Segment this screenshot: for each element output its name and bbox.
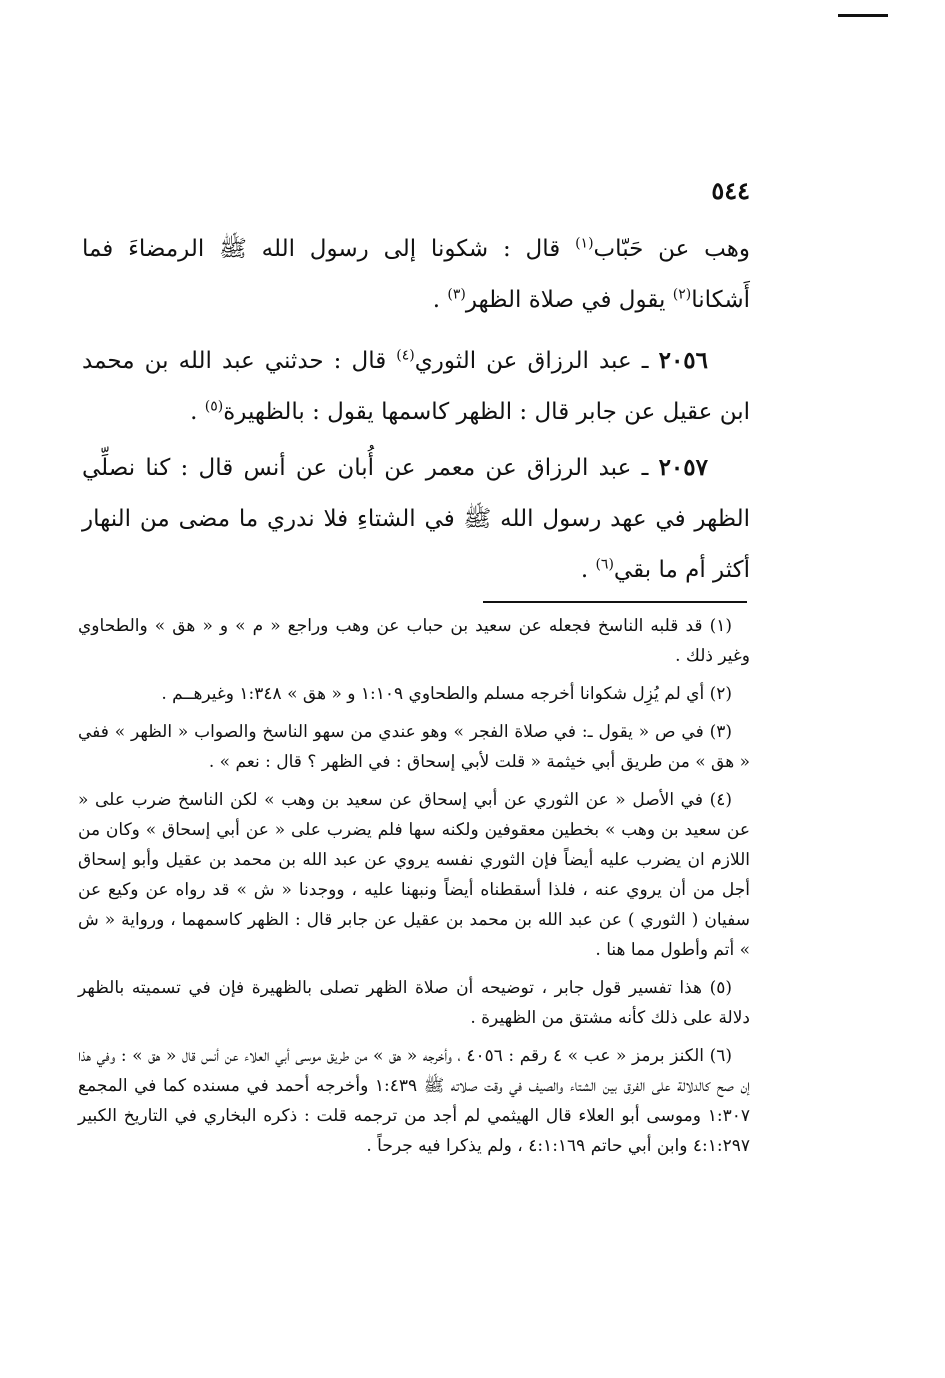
text-run: يقول في صلاة الظهر xyxy=(465,287,673,313)
footnote-marker: (٤) xyxy=(396,347,415,364)
footnote-separator xyxy=(483,601,747,603)
footnote-5: (٥) هذا تفسير قول جابر ، توضيحه أن صلاة الظهر تصلى بالظهيرة فإن في تسميته بالظهر دلالة على ذلك كأنه مشتق من الظهيرة . xyxy=(78,978,750,1028)
hadith-2057 xyxy=(82,442,750,596)
footnote-marker: (٥) xyxy=(204,398,224,415)
text-run: ـ عبد الرزاق عن الثوري xyxy=(414,348,659,374)
text-run: . xyxy=(580,557,596,583)
main-text-block-1 xyxy=(82,224,750,326)
footnote-marker: (١) xyxy=(575,235,594,252)
footnote-1: (١) قد قلبه الناسخ فجعله عن سعيد بن حباب عن وهب وراجع « م » و « هق » والطحاوي وغير ذلك . xyxy=(78,616,750,666)
footnotes xyxy=(78,611,750,1169)
paragraph-continuation xyxy=(82,224,750,326)
footnote-2: (٢) أي لم يُزِل شكوانا أخرجه مسلم والطحاوي ١:١٠٩ و « هق » ١:٣٤٨ وغيرهــم . xyxy=(161,684,732,704)
main-text-block-3 xyxy=(82,442,750,596)
page-number: ٥٤٤ xyxy=(711,176,750,205)
footnote-marker: (٦) xyxy=(595,556,614,573)
hadith-number: ٢٠٥٧ xyxy=(658,454,708,481)
hadith-2056 xyxy=(82,335,750,438)
text-run: قال : شكونا إلى رسول الله ﷺ الرمضاءَ فما أَشكانا xyxy=(82,236,750,313)
text-run: قال : حدثني عبد الله بن محمد ابن عقيل عن جابر قال : الظهر كاسمها يقول : بالظهيرة xyxy=(82,348,750,425)
footnote-6: (٦) الكنز برمز « عب » ٤ رقم : ٤٠٥٦ ، وأخرجه « هق » من طريق موسى أبي العلاء عن أنس قال « هق » : وفي هذا إن صح كالدلالة على الفرق بين الشتاء والصيف في وقت صلاته ﷺ ١:٤٣٩ وأخرجه أحمد في مسنده كما في المجمع ١:٣٠٧ وموسى أبو العلاء قال الهيثمي لم أجد من ترجمه قلت : ذكره البخاري في التاريخ الكبير ٤:١:٢٩٧ وابن أبي حاتم ٤:١:١٦٩ ، ولم يذكرا فيه جرحاً . xyxy=(78,1046,750,1156)
footnote-3: (٣) في ص « يقول ـ: في صلاة الفجر » وهو عندي من سهو الناسخ والصواب « الظهر » ففي « هق » من طريق أبي خيثمة « قلت لأبي إسحاق : في الظهر ؟ قال : نعم » . xyxy=(78,722,750,772)
footnote-marker: (٣) xyxy=(447,286,466,303)
main-text-block-2 xyxy=(82,335,750,438)
top-rule xyxy=(838,14,888,17)
text-run: . xyxy=(190,399,205,425)
hadith-number: ٢٠٥٦ xyxy=(658,347,709,374)
text-run: ـ عبد الرزاق عن معمر عن أُبان عن أنس قال : كنا نصلِّي الظهر في عهد رسول الله ﷺ في الشتاءِ فلا ندري ما مضى من النهار أكثر أم ما بقي xyxy=(82,455,750,583)
footnote-4: (٤) في الأصل « عن الثوري عن أبي إسحاق عن سعيد بن وهب » لكن الناسخ ضرب على « عن سعيد بن وهب » بخطين معقوفين ولكنه سها فلم يضرب على « عن أبي إسحاق » وكان من اللازم ان يضرب عليه أيضاً فإن الثوري نفسه يروي عن عبد الله بن محمد بن عقيل وأبو إسحاق أجل من أن يروي عنه ، فلذا أسقطناه أيضاً ونبهنا عليه ، ووجدنا « ش » قد رواه عن وكيع عن سفيان ( الثوري ) عن عبد الله بن محمد بن عقيل عن جابر قال : الظهر كاسمهما ، ورواية « ش » أتم وأطول مما هنا . xyxy=(78,790,750,960)
text-run: وهب عن حَبّاب xyxy=(593,236,750,262)
text-run: . xyxy=(432,287,448,313)
footnote-marker: (٢) xyxy=(672,286,692,303)
